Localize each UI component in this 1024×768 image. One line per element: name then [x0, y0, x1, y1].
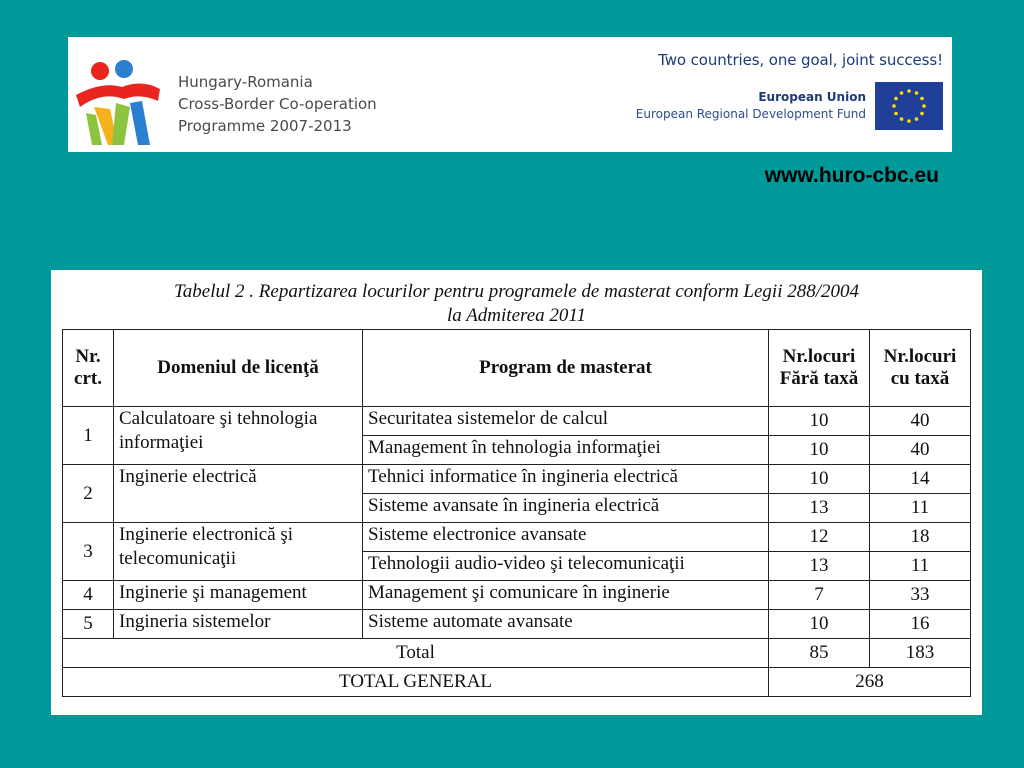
row-free: 10 — [769, 407, 870, 436]
eu-star-icon — [894, 97, 898, 101]
row-paid: 40 — [870, 407, 971, 436]
programme-title — [178, 71, 377, 137]
grand-total-value: 268 — [769, 668, 971, 697]
row-paid: 40 — [870, 436, 971, 465]
table-row — [63, 407, 971, 436]
row-nr: 3 — [63, 523, 114, 581]
row-free: 7 — [769, 581, 870, 610]
header-domain: Domeniul de licenţă — [114, 330, 363, 407]
table-panel — [51, 270, 982, 715]
programme-line: Programme 2007-2013 — [178, 117, 352, 135]
row-nr: 2 — [63, 465, 114, 523]
row-program: Securitatea sistemelor de calcul — [363, 407, 769, 436]
slogan: Two countries, one goal, joint success! — [658, 51, 943, 69]
eu-flag-icon — [875, 82, 943, 130]
eu-name: European Union — [758, 90, 866, 104]
grand-total-row — [63, 668, 971, 697]
row-free: 10 — [769, 610, 870, 639]
row-domain: Inginerie electrică — [114, 465, 363, 523]
header-program: Program de masterat — [363, 330, 769, 407]
row-domain: Inginerie şi management — [114, 581, 363, 610]
total-row — [63, 639, 971, 668]
eu-star-icon — [894, 112, 898, 116]
row-program: Sisteme avansate în ingineria electrică — [363, 494, 769, 523]
row-paid: 16 — [870, 610, 971, 639]
row-paid: 14 — [870, 465, 971, 494]
programme-line: Cross-Border Co-operation — [178, 95, 377, 113]
row-free: 13 — [769, 552, 870, 581]
row-nr: 4 — [63, 581, 114, 610]
eu-star-icon — [915, 117, 919, 121]
header-paid: Nr.locuri cu taxă — [870, 330, 971, 407]
row-program: Management şi comunicare în inginerie — [363, 581, 769, 610]
row-domain: Inginerie electronică şi telecomunicaţii — [114, 523, 363, 581]
eu-star-icon — [907, 119, 911, 123]
eu-star-icon — [915, 91, 919, 95]
row-free: 10 — [769, 465, 870, 494]
row-paid: 11 — [870, 494, 971, 523]
eu-star-icon — [920, 112, 924, 116]
programme-line: Hungary-Romania — [178, 73, 313, 91]
row-program: Sisteme automate avansate — [363, 610, 769, 639]
table-row — [63, 581, 971, 610]
table-caption — [51, 280, 982, 328]
row-program: Sisteme electronice avansate — [363, 523, 769, 552]
table-row — [63, 465, 971, 494]
eu-star-icon — [900, 117, 904, 121]
row-domain: Ingineria sistemelor — [114, 610, 363, 639]
row-program: Management în tehnologia informaţiei — [363, 436, 769, 465]
eu-star-icon — [892, 104, 896, 108]
row-paid: 18 — [870, 523, 971, 552]
total-free: 85 — [769, 639, 870, 668]
row-program: Tehnologii audio-video şi telecomunicaţii — [363, 552, 769, 581]
grand-total-label: TOTAL GENERAL — [63, 668, 769, 697]
programme-banner — [68, 37, 952, 152]
row-program: Tehnici informatice în ingineria electrică — [363, 465, 769, 494]
eu-star-icon — [920, 97, 924, 101]
row-free: 10 — [769, 436, 870, 465]
row-free: 12 — [769, 523, 870, 552]
caption-line: la Admiterea 2011 — [447, 305, 586, 326]
caption-line: Tabelul 2 . Repartizarea locurilor pentru programele de masterat conform Legii 288/2004 — [173, 281, 860, 302]
total-paid: 183 — [870, 639, 971, 668]
eu-fund: European Regional Development Fund — [635, 107, 866, 121]
eu-star-icon — [922, 104, 926, 108]
allocation-table — [62, 329, 971, 697]
table-header-row — [63, 330, 971, 407]
website-link[interactable]: www.huro-cbc.eu — [764, 164, 939, 187]
header-nr: Nr. crt. — [63, 330, 114, 407]
eu-credit — [636, 89, 866, 123]
row-nr: 5 — [63, 610, 114, 639]
row-paid: 11 — [870, 552, 971, 581]
total-label: Total — [63, 639, 769, 668]
row-free: 13 — [769, 494, 870, 523]
row-paid: 33 — [870, 581, 971, 610]
table-row — [63, 523, 971, 552]
header-free: Nr.locuri Fără taxă — [769, 330, 870, 407]
eu-star-icon — [900, 91, 904, 95]
huro-logo-icon — [72, 57, 164, 149]
eu-star-icon — [907, 89, 911, 93]
row-domain: Calculatoare şi tehnologia informaţiei — [114, 407, 363, 465]
row-nr: 1 — [63, 407, 114, 465]
table-row — [63, 610, 971, 639]
